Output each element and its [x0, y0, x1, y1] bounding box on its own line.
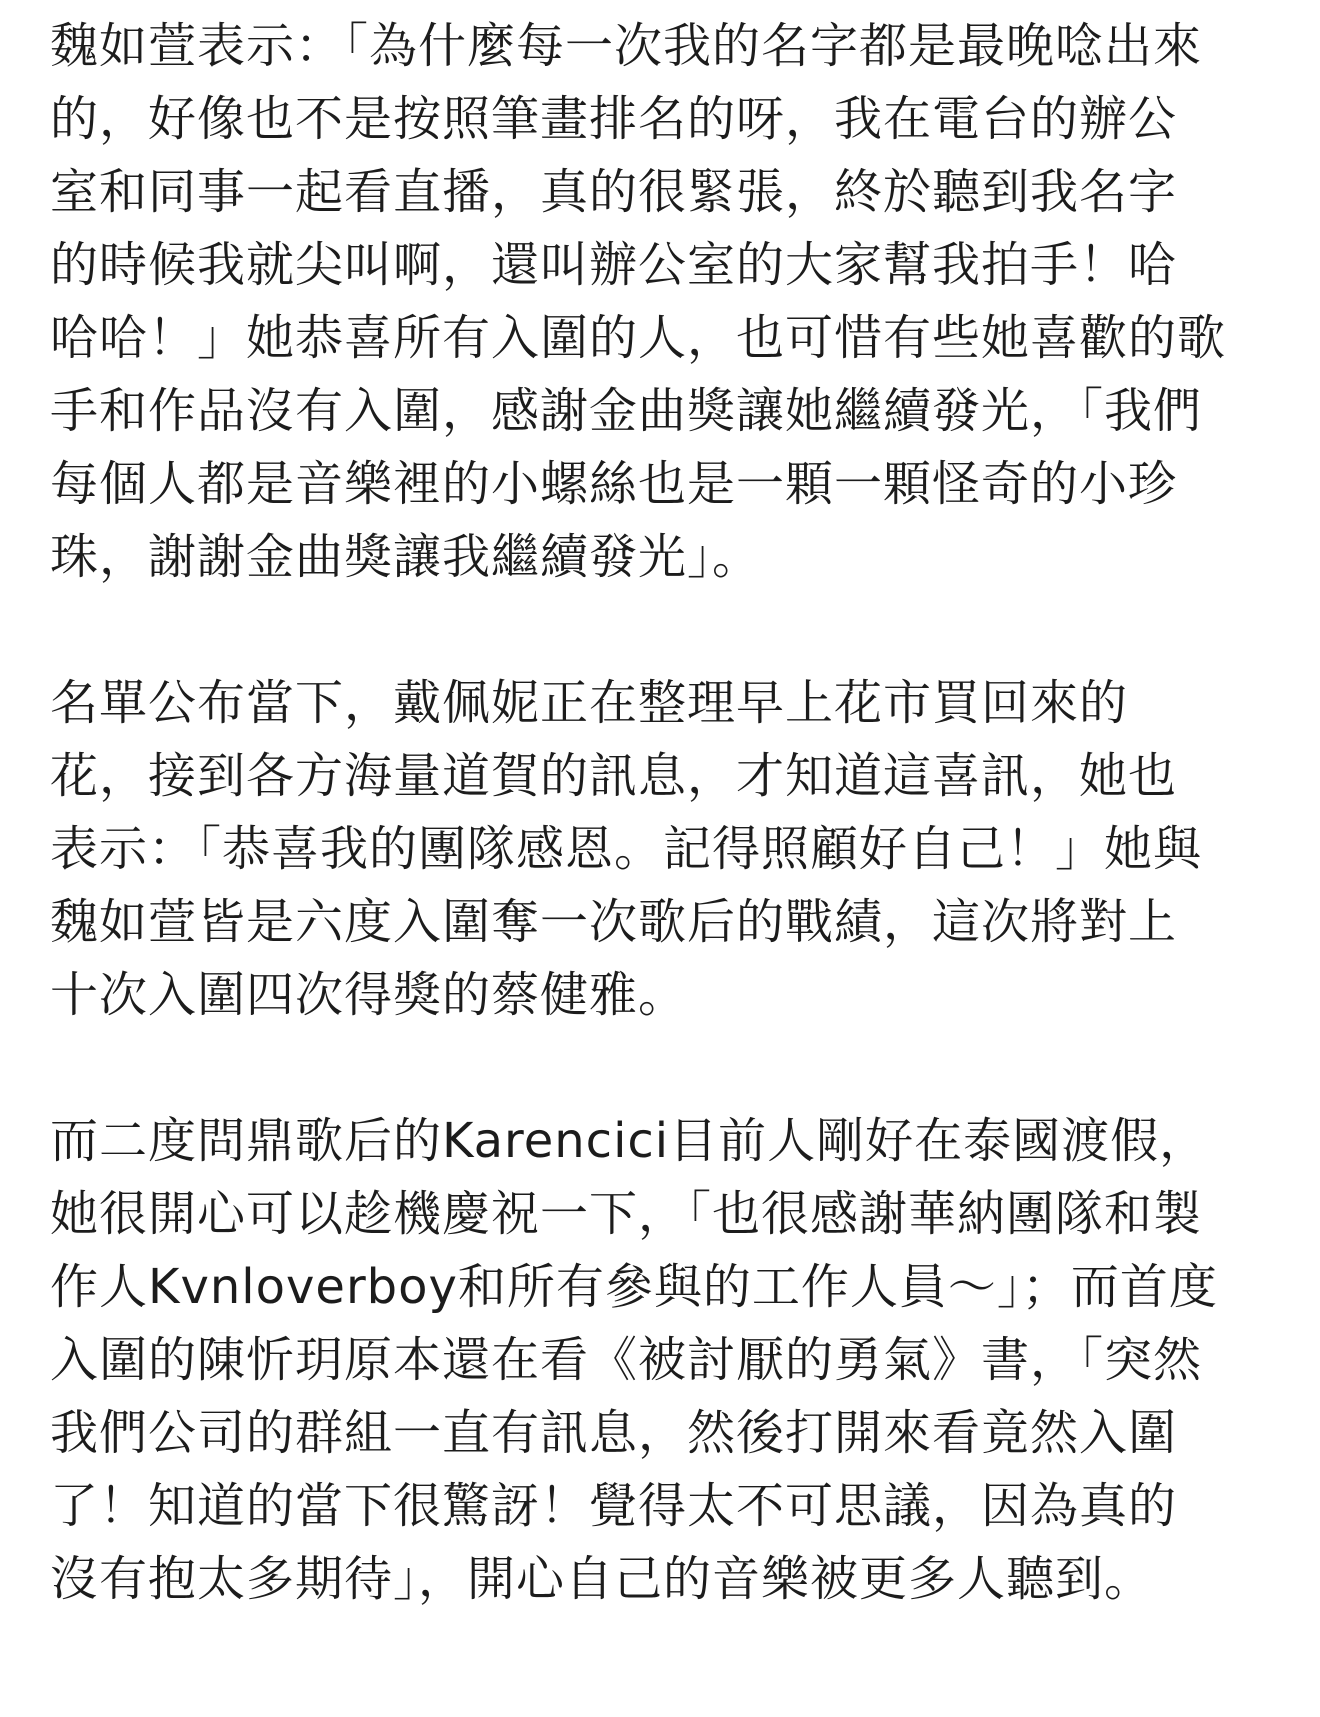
- paragraph-1: [50, 10, 1270, 594]
- paragraph-line: 而二度問鼎歌后的Karencici目前人剛好在泰國渡假，: [50, 1113, 1209, 1169]
- paragraph-line: 珠，謝謝金曲獎讓我繼續發光」。: [50, 529, 762, 585]
- paragraph-line: 她很開心可以趁機慶祝一下，「也很感謝華納團隊和製: [50, 1186, 1203, 1242]
- paragraph-line: 魏如萱表示：「為什麼每一次我的名字都是最晚唸出來: [50, 18, 1203, 74]
- paragraph-gap: [50, 594, 1270, 667]
- paragraph-line: 沒有抱太多期待」，開心自己的音樂被更多人聽到。: [50, 1551, 1154, 1607]
- paragraph-line: 表示：「恭喜我的團隊感恩。記得照顧好自己！」她與: [50, 821, 1203, 877]
- paragraph-3: [50, 1105, 1270, 1616]
- paragraph-2: [50, 667, 1270, 1032]
- paragraph-line: 入圍的陳忻玥原本還在看《被討厭的勇氣》書，「突然: [50, 1332, 1203, 1388]
- article-body: [50, 10, 1270, 1616]
- paragraph-line: 的時候我就尖叫啊，還叫辦公室的大家幫我拍手！哈: [50, 237, 1178, 293]
- paragraph-line: 我們公司的群組一直有訊息，然後打開來看竟然入圍: [50, 1405, 1178, 1461]
- paragraph-line: 室和同事一起看直播，真的很緊張，終於聽到我名字: [50, 164, 1178, 220]
- paragraph-line: 作人Kvnloverboy和所有參與的工作人員～」；而首度: [50, 1259, 1218, 1315]
- paragraph-line: 的，好像也不是按照筆畫排名的呀，我在電台的辦公: [50, 91, 1178, 147]
- paragraph-gap: [50, 1032, 1270, 1105]
- paragraph-line: 十次入圍四次得獎的蔡健雅。: [50, 967, 688, 1023]
- paragraph-line: 魏如萱皆是六度入圍奪一次歌后的戰績，這次將對上: [50, 894, 1178, 950]
- paragraph-line: 手和作品沒有入圍，感謝金曲獎讓她繼續發光，「我們: [50, 383, 1203, 439]
- paragraph-line: 了！知道的當下很驚訝！覺得太不可思議，因為真的: [50, 1478, 1178, 1534]
- paragraph-line: 名單公布當下，戴佩妮正在整理早上花市買回來的: [50, 675, 1129, 731]
- paragraph-line: 每個人都是音樂裡的小螺絲也是一顆一顆怪奇的小珍: [50, 456, 1178, 512]
- paragraph-line: 花，接到各方海量道賀的訊息，才知道這喜訊，她也: [50, 748, 1178, 804]
- paragraph-line: 哈哈！」她恭喜所有入圍的人，也可惜有些她喜歡的歌: [50, 310, 1227, 366]
